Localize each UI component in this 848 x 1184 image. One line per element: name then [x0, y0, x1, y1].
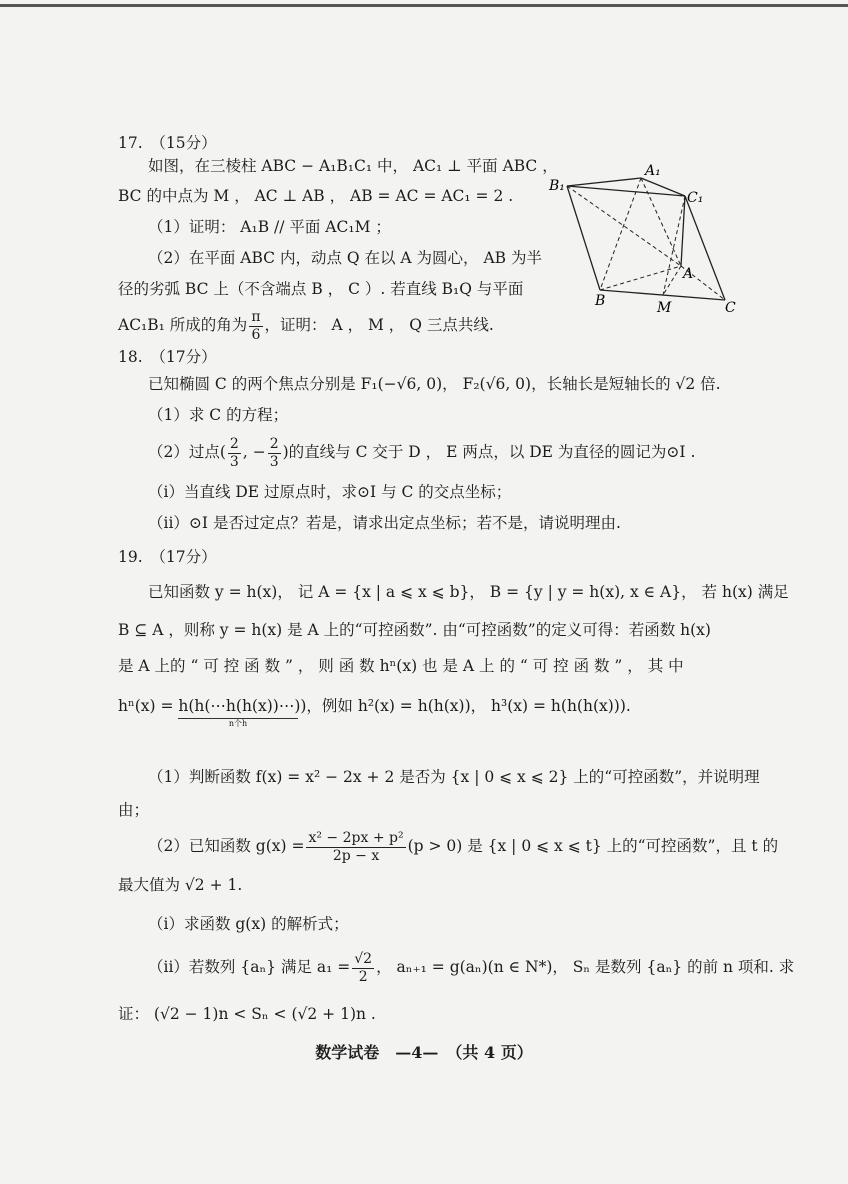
fraction-denominator: 3 — [229, 453, 239, 470]
n-times-h-underbrace: n个h — [178, 718, 298, 728]
q19-line-1: 已知函数 y = h(x)， 记 A = {x | a ⩽ x ⩽ b}， B = {y | y = h(x), x ∈ A}， 若 h(x) 满足 — [148, 583, 789, 601]
two-thirds-fraction — [228, 436, 241, 471]
q17-part-1: （1）证明： A₁B // 平面 AC₁M ； — [148, 218, 391, 236]
hn-composition — [118, 696, 307, 728]
label-c1: C₁ — [687, 190, 704, 206]
q19-part-2-ii-line-1 — [148, 945, 794, 989]
q19-header: 19. （17分） — [118, 548, 217, 566]
g-definition-prefix: （2）已知函数 g(x) = — [148, 837, 305, 855]
q18-part-1: （1）求 C 的方程； — [148, 406, 289, 424]
q18-part-2-ii: （ii）⊙I 是否过定点？若是，请求出定点坐标；若不是，请说明理由. — [148, 514, 621, 532]
q17-line-1: 如图，在三棱柱 ABC − A₁B₁C₁ 中， AC₁ ⊥ 平面 ABC ， — [148, 157, 558, 175]
q17-header: 17. （15分） — [118, 134, 217, 152]
hn-examples: ，例如 h²(x) = h(h(x))， h³(x) = h(h(h(x))). — [306, 697, 631, 715]
fraction-denominator: 2 — [358, 968, 368, 985]
q19-line-3: 是 A 上的 “ 可 控 函 数 ” ， 则 函 数 hⁿ(x) 也 是 A 上 的 “ 可 控 函 数 ” ， 其 中 — [118, 657, 684, 675]
label-b: B — [595, 293, 606, 309]
fraction-numerator: 2 — [269, 435, 279, 452]
negative-two-thirds-fraction — [268, 436, 281, 471]
q19-line-4 — [118, 696, 631, 728]
q18-part-2-prefix: （2）过点( — [148, 443, 226, 461]
fraction-numerator: 2 — [229, 435, 239, 452]
fraction-denominator: 2p − x — [332, 847, 380, 864]
fraction-numerator: √2 — [354, 950, 373, 967]
pi-over-6-fraction — [249, 309, 262, 344]
label-m: M — [657, 300, 672, 316]
q17-conclusion-text: ，证明： A ， M ， Q 三点共线. — [264, 316, 494, 334]
q17-part-2-line-2: 径的劣弧 BC 上（不含端点 B ， C ）. 若直线 B₁Q 与平面 — [118, 280, 524, 298]
sequence-prefix: （ii）若数列 {aₙ} 满足 a₁ = — [148, 958, 351, 976]
fraction-denominator: 3 — [269, 453, 279, 470]
q19-part-2-line-1 — [148, 826, 778, 866]
q19-line-2: B ⊆ A ，则称 y = h(x) 是 A 上的“可控函数”. 由“可控函数”的定义可得：若函数 h(x) — [118, 621, 711, 639]
q19-part-2-ii-line-2: 证： (√2 − 1)n < Sₙ < (√2 + 1)n . — [118, 1005, 376, 1023]
page-footer: 数学试卷 —4— （共 4 页） — [315, 1043, 533, 1062]
top-border-line — [0, 4, 848, 7]
prism-figure — [545, 160, 745, 318]
root2-over-2-fraction — [352, 951, 374, 986]
q18-part-2-i: （i）当直线 DE 过原点时，求⊙I 与 C 的交点坐标； — [148, 483, 512, 501]
fraction-numerator: π — [251, 308, 261, 325]
fraction-numerator: x² − 2px + p² — [308, 829, 404, 846]
q17-line-2: BC 的中点为 M ， AC ⊥ AB ， AB = AC = AC₁ = 2 . — [118, 187, 514, 205]
q19-part-2-i: （i）求函数 g(x) 的解析式； — [148, 915, 349, 933]
g-definition-suffix: (p > 0) 是 {x | 0 ⩽ x ⩽ t} 上的“可控函数”，且 t 的 — [407, 837, 779, 855]
q18-point-separator: , − — [242, 443, 266, 461]
q18-header: 18. （17分） — [118, 348, 217, 366]
q19-part-2-line-2: 最大值为 √2 + 1. — [118, 876, 243, 894]
g-fraction — [306, 830, 405, 865]
q18-part-2 — [148, 432, 695, 472]
label-c: C — [725, 300, 736, 316]
label-a1: A₁ — [645, 163, 661, 179]
q17-part-2-line-1: （2）在平面 ABC 内，动点 Q 在以 A 为圆心， AB 为半 — [148, 249, 542, 267]
label-b1: B₁ — [549, 178, 565, 194]
q19-part-1-line-1: （1）判断函数 f(x) = x² − 2x + 2 是否为 {x | 0 ⩽ x ⩽ 2} 上的“可控函数”，并说明理 — [148, 768, 760, 786]
q17-angle-text: AC₁B₁ 所成的角为 — [118, 316, 248, 334]
q18-line-1: 已知椭圆 C 的两个焦点分别是 F₁(−√6, 0)， F₂(√6, 0)，长轴长是短轴长的 √2 倍. — [148, 375, 721, 393]
q17-part-2-line-3 — [118, 306, 494, 344]
fraction-denominator: 6 — [251, 326, 261, 343]
q19-part-1-line-2: 由； — [118, 801, 150, 819]
hn-expression: hⁿ(x) = h(h(⋯h(h(x))⋯)) — [118, 697, 307, 715]
sequence-suffix: ， aₙ₊₁ = g(aₙ)(n ∈ N*)， Sₙ 是数列 {aₙ} 的前 n 项和. 求 — [376, 958, 795, 976]
label-a: A — [683, 266, 694, 282]
q18-part-2-suffix: )的直线与 C 交于 D ， E 两点，以 DE 为直径的圆记为⊙I . — [282, 443, 696, 461]
